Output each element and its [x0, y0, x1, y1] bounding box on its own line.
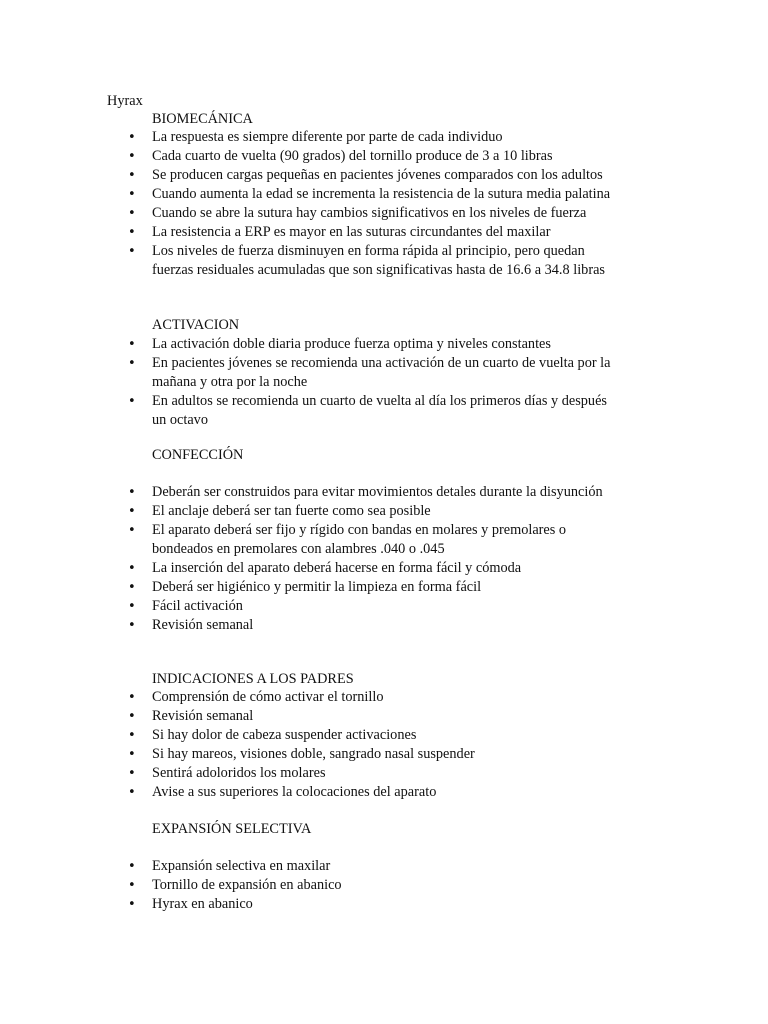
list-item: • Avise a sus superiores la colocaciones del aparato [0, 783, 622, 802]
list-item: • El anclaje deberá ser tan fuerte como sea posible [0, 502, 622, 521]
section-heading: CONFECCIÓN [152, 447, 244, 463]
bullet-list [0, 688, 768, 802]
list-item: • La resistencia a ERP es mayor en las suturas circundantes del maxilar [0, 223, 622, 242]
list-item: • Deberá ser higiénico y permitir la limpieza en forma fácil [0, 578, 622, 597]
list-item: • Cada cuarto de vuelta (90 grados) del tornillo produce de 3 a 10 libras [0, 147, 622, 166]
list-item: • Revisión semanal [0, 707, 622, 726]
list-item: • Tornillo de expansión en abanico [0, 876, 622, 895]
list-item: • La activación doble diaria produce fuerza optima y niveles constantes [0, 335, 622, 354]
list-item: • Expansión selectiva en maxilar [0, 857, 622, 876]
list-item: • Comprensión de cómo activar el tornillo [0, 688, 622, 707]
list-item: • El aparato deberá ser fijo y rígido con bandas en molares y premolares o bondeados en premolares con alambres .040 o .045 [0, 521, 622, 559]
bullet-list [0, 128, 768, 280]
list-item: • En adultos se recomienda un cuarto de vuelta al día los primeros días y después un octavo [0, 392, 622, 430]
list-item: • La inserción del aparato deberá hacerse en forma fácil y cómoda [0, 559, 622, 578]
section-heading: EXPANSIÓN SELECTIVA [152, 821, 312, 837]
list-item: • Hyrax en abanico [0, 895, 622, 914]
list-item: • Si hay mareos, visiones doble, sangrado nasal suspender [0, 745, 622, 764]
document-title: Hyrax [107, 93, 143, 109]
bullet-list [0, 857, 768, 914]
section-heading: INDICACIONES A LOS PADRES [152, 671, 354, 687]
list-item: • La respuesta es siempre diferente por parte de cada individuo [0, 128, 622, 147]
list-item: • Cuando aumenta la edad se incrementa la resistencia de la sutura media palatina [0, 185, 622, 204]
list-item: • Los niveles de fuerza disminuyen en forma rápida al principio, pero quedan fuerzas residuales acumuladas que son significativas hasta de 16.6 a 34.8 libras [0, 242, 622, 280]
section-heading: BIOMECÁNICA [152, 111, 253, 127]
list-item: • Revisión semanal [0, 616, 622, 635]
list-item: • Fácil activación [0, 597, 622, 616]
list-item: • Sentirá adoloridos los molares [0, 764, 622, 783]
list-item: • Cuando se abre la sutura hay cambios significativos en los niveles de fuerza [0, 204, 622, 223]
bullet-list [0, 335, 768, 430]
bullet-list [0, 483, 768, 635]
list-item: • Si hay dolor de cabeza suspender activaciones [0, 726, 622, 745]
list-item: • En pacientes jóvenes se recomienda una activación de un cuarto de vuelta por la mañana y otra por la noche [0, 354, 622, 392]
list-item: • Se producen cargas pequeñas en pacientes jóvenes comparados con los adultos [0, 166, 622, 185]
section-heading: ACTIVACION [152, 317, 240, 333]
list-item: • Deberán ser construidos para evitar movimientos detales durante la disyunción [0, 483, 622, 502]
